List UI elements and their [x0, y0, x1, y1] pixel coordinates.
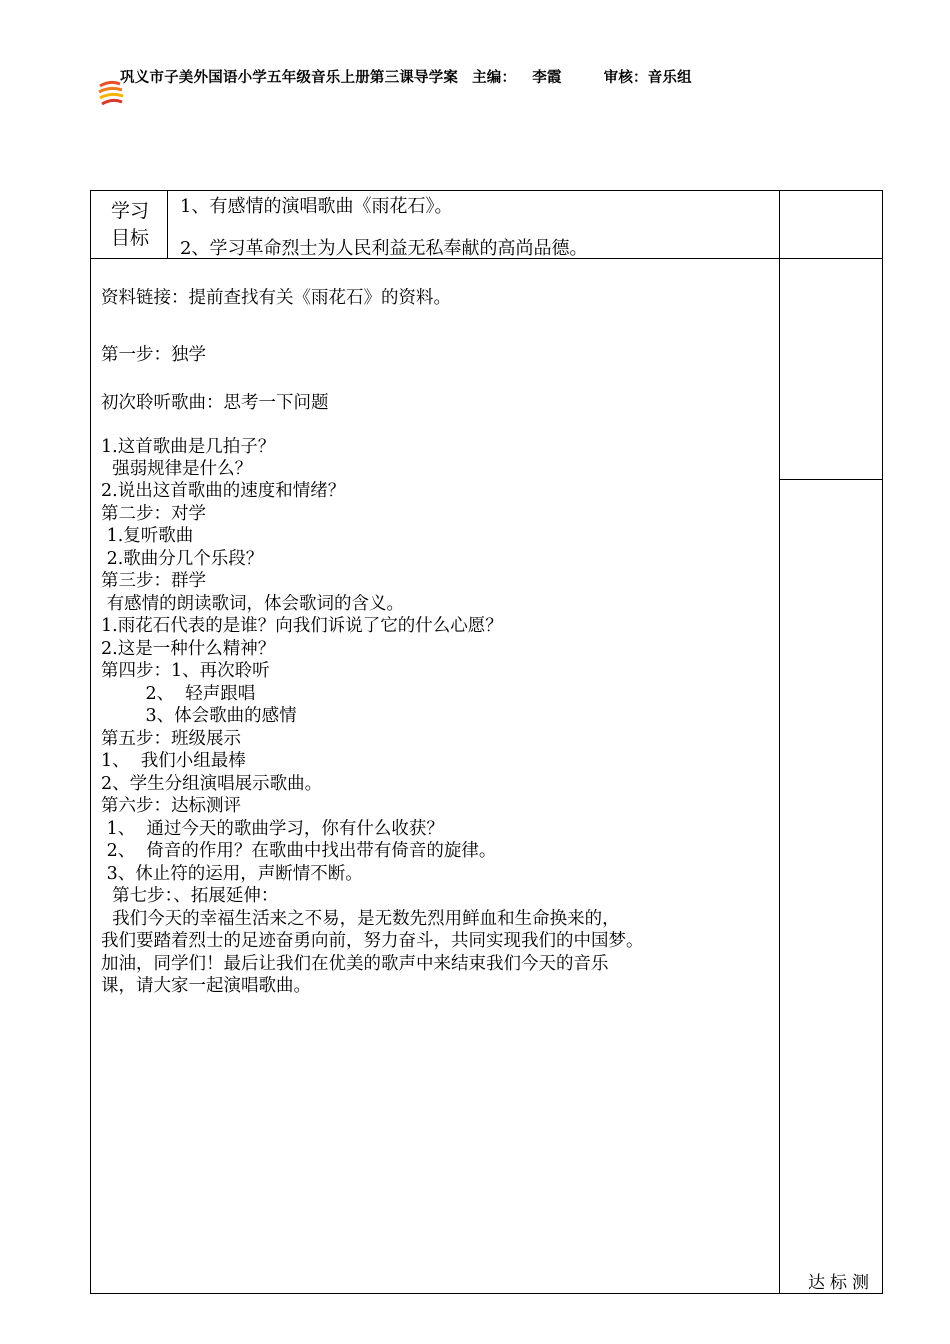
content-line: 强弱规律是什么？	[101, 459, 253, 479]
school-title: 巩义市子美外国语小学五年级音乐上册第三课导学案	[120, 70, 459, 86]
content-line: 2、 轻声跟唱	[101, 684, 256, 704]
content-line: 2.说出这首歌曲的速度和情绪？	[101, 481, 346, 501]
content-line: 课，请大家一起演唱歌曲。	[101, 976, 311, 996]
right-column-divider	[779, 190, 780, 1294]
goal-item: 2、学习革命烈士为人民利益无私奉献的高尚品德。	[180, 238, 588, 259]
reviewer: 审核：音乐组	[603, 70, 692, 86]
content-line: 我们要踏着烈士的足迹奋勇向前，努力奋斗，共同实现我们的中国梦。	[101, 931, 644, 951]
content-line: 1、 通过今天的歌曲学习，你有什么收获？	[101, 819, 444, 839]
goal-label: 学习 目标	[110, 200, 149, 249]
content-line: 资料链接：提前查找有关《雨花石》的资料。	[101, 288, 451, 308]
content-line: 加油，同学们！最后让我们在优美的歌声中来结束我们今天的音乐	[101, 954, 609, 974]
editor-name: 李霞	[532, 70, 562, 86]
content-line: 2.这是一种什么精神？	[101, 639, 276, 659]
content-line: 1.复听歌曲	[101, 526, 194, 546]
content-line: 2、学生分组演唱展示歌曲。	[101, 774, 323, 794]
page-header	[96, 64, 896, 124]
content-line: 有感情的朗读歌词，体会歌词的含义。	[101, 594, 405, 614]
content-line: 第七步：、拓展延伸：	[101, 886, 279, 906]
content-line: 2、 倚音的作用？在歌曲中找出带有倚音的旋律。	[101, 841, 497, 861]
goal-label-divider	[167, 190, 168, 258]
content-line: 我们今天的幸福生活来之不易，是无数先烈用鲜血和生命换来的，	[101, 909, 620, 929]
editor-label: 主编：	[472, 70, 517, 86]
content-line: 1.雨花石代表的是谁？向我们诉说了它的什么心愿？	[101, 616, 503, 636]
assessment-label: 达标测	[808, 1273, 874, 1293]
content-line: 1.这首歌曲是几拍子？	[101, 437, 276, 457]
content-line: 3、休止符的运用，声断情不断。	[101, 864, 363, 884]
header-text	[120, 66, 692, 87]
side-cell-divider	[779, 479, 883, 480]
content-line: 2.歌曲分几个乐段？	[101, 549, 264, 569]
content-line: 第二步：对学	[101, 504, 206, 524]
goal-item: 1、有感情的演唱歌曲《雨花石》。	[180, 196, 453, 217]
content-line: 第六步：达标测评	[101, 796, 241, 816]
content-line: 3、体会歌曲的感情	[101, 706, 297, 726]
content-line: 第一步：独学	[101, 345, 206, 365]
content-line: 1、 我们小组最棒	[101, 751, 246, 771]
content-line: 初次聆听歌曲：思考一下问题	[101, 393, 329, 413]
content-line: 第五步：班级展示	[101, 729, 241, 749]
content-line: 第四步：1、再次聆听	[101, 661, 270, 681]
content-line: 第三步：群学	[101, 571, 206, 591]
